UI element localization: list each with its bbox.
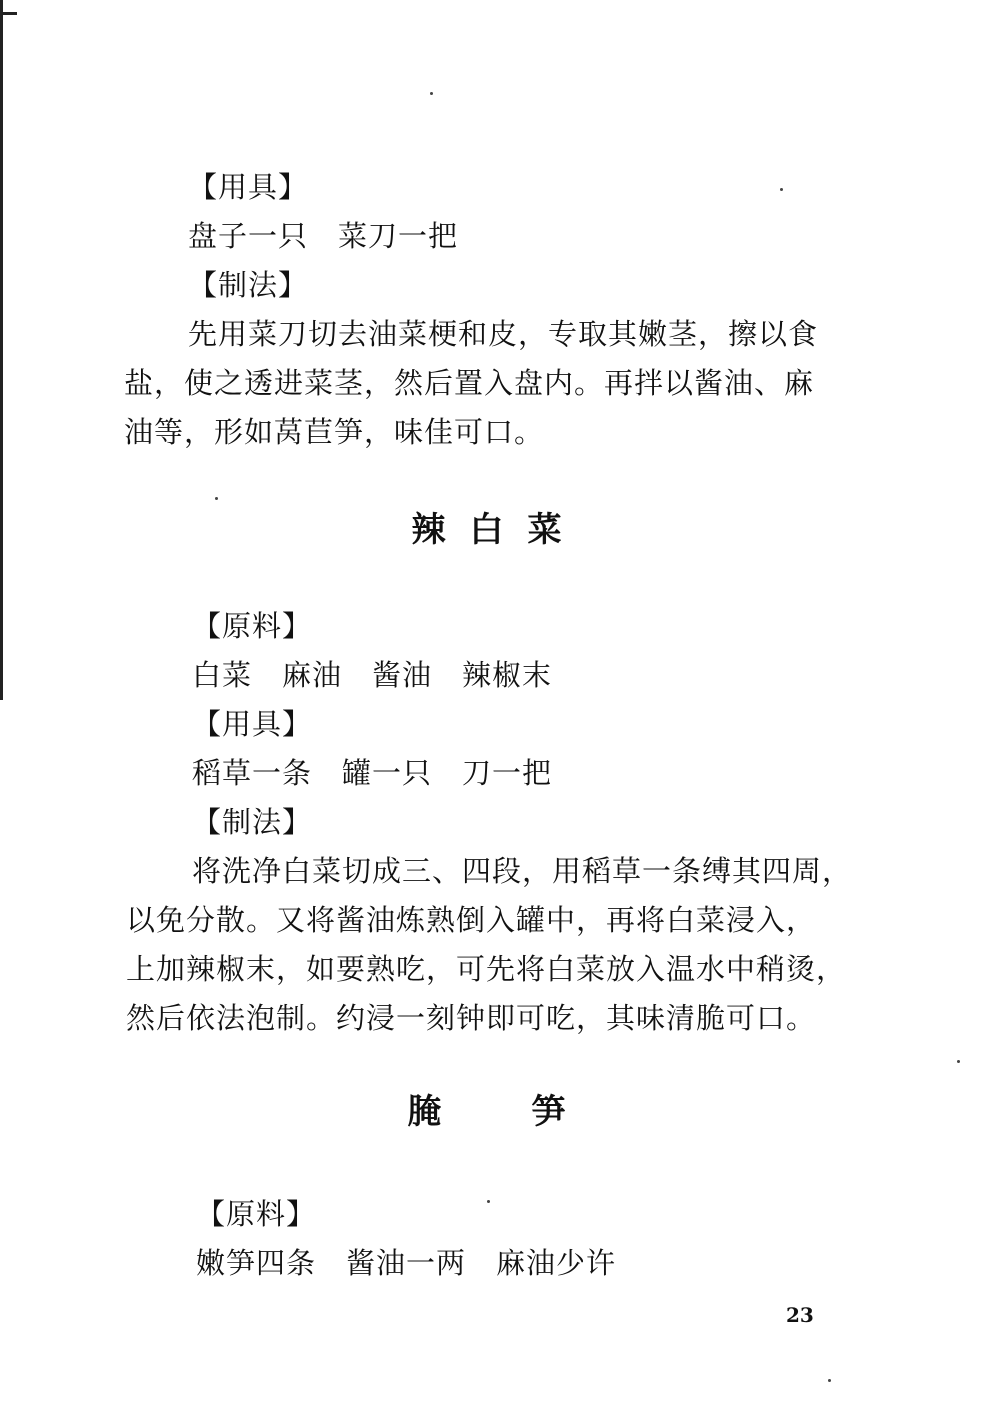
method-line: 以免分散。又将酱油炼熟倒入罐中，再将白菜浸入， — [126, 903, 817, 937]
scan-speck — [487, 1200, 490, 1203]
scan-speck — [957, 1060, 960, 1063]
page-number: 23 — [786, 1303, 814, 1327]
recipe-title: 腌笋 — [407, 1092, 656, 1132]
tools-label: 【用具】 — [192, 707, 313, 741]
ingredients-label: 【原料】 — [192, 609, 313, 643]
scan-speck — [215, 497, 218, 500]
method-label: 【制法】 — [188, 268, 309, 302]
tools-list: 盘子一只 菜刀一把 — [188, 219, 459, 253]
tools-label: 【用具】 — [188, 170, 309, 204]
method-line: 先用菜刀切去油菜梗和皮，专取其嫩茎，擦以食 — [188, 317, 819, 351]
method-line: 将洗净白菜切成三、四段，用稻草一条缚其四周， — [192, 854, 853, 888]
method-line: 油等，形如莴苣笋，味佳可口。 — [124, 415, 545, 449]
ingredients-list: 白菜 麻油 酱油 辣椒末 — [192, 658, 553, 692]
scan-speck — [828, 1379, 831, 1382]
method-line: 上加辣椒末，如要熟吃，可先将白菜放入温水中稍烫， — [126, 952, 847, 986]
ingredients-label: 【原料】 — [196, 1197, 317, 1231]
method-line: 然后依法泡制。约浸一刻钟即可吃，其味清脆可口。 — [126, 1001, 817, 1035]
ingredients-list: 嫩笋四条 酱油一两 麻油少许 — [196, 1246, 617, 1280]
recipe-title: 辣白菜 — [411, 510, 586, 550]
scan-speck — [780, 188, 783, 191]
tools-list: 稻草一条 罐一只 刀一把 — [192, 756, 553, 790]
method-line: 盐，使之透进菜茎，然后置入盘内。再拌以酱油、麻 — [124, 366, 815, 400]
method-label: 【制法】 — [192, 805, 313, 839]
scan-speck — [430, 92, 433, 95]
page-edge-mark — [3, 12, 17, 15]
page-edge-shadow — [0, 0, 3, 700]
